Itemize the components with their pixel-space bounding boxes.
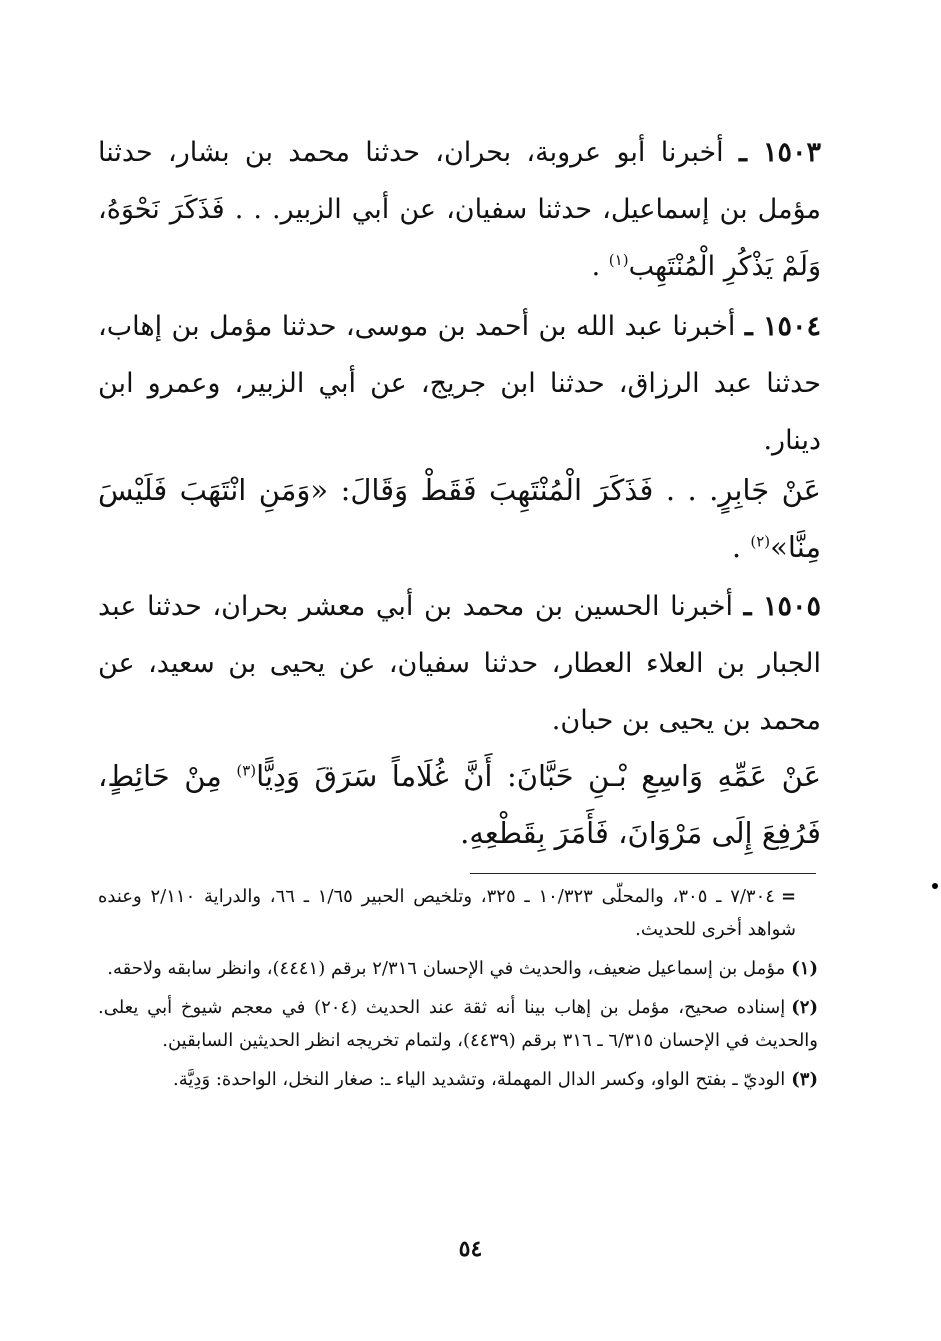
- footnote-2: [98, 991, 818, 1057]
- footnote-marker: (١): [791, 958, 818, 979]
- paragraph: [98, 462, 821, 576]
- paragraph: [98, 124, 821, 295]
- hadith-number: ١٥٠٥ ـ: [743, 591, 821, 622]
- hadith-text: عَنْ عَمِّهِ وَاسِعِ بْـنِ حَبَّانَ: أَنَّ غُلَاماً سَرَقَ وَدِيًّا: [256, 759, 821, 793]
- hadith-1503: [98, 124, 821, 295]
- footnotes: [98, 880, 818, 1102]
- footnote-marker: (٢): [791, 997, 818, 1018]
- footnote-3: [98, 1063, 818, 1096]
- hadith-text: مِنْ حَائِطٍ، فَرُفِعَ إِلَى مَرْوَانَ، فَأَمَرَ بِقَطْعِهِ.: [98, 759, 821, 850]
- paragraph: [98, 748, 821, 862]
- hadith-text: أخبرنا الحسين بن محمد بن أبي معشر بحران، حدثنا عبد الجبار بن العلاء العطار، حدثنا سفيان، عن يحيى بن سعيد، عن محمد بن يحيى بن حبان.: [98, 591, 821, 736]
- scan-speck: [932, 883, 938, 889]
- hadith-text: عَنْ جَابِرٍ. . . فَذَكَرَ الْمُنْتَهِبَ فَقَطْ وَقَالَ: «وَمَنِ انْتَهَبَ فَلَيْسَ مِنَّا»: [98, 473, 821, 564]
- footnote-text: الوديّ ـ بفتح الواو، وكسر الدال المهملة، وتشديد الياء ـ: صغار النخل، الواحدة: وَدِيَّة.: [173, 1069, 786, 1090]
- paragraph: [98, 298, 821, 469]
- footnote-ref[interactable]: (٢): [750, 532, 771, 551]
- hadith-1504: [98, 298, 821, 469]
- footnote-ref[interactable]: (١): [608, 251, 629, 269]
- sentence-end: .: [731, 530, 742, 564]
- hadith-text: أخبرنا عبد الله بن أحمد بن موسى، حدثنا مؤمل بن إهاب، حدثنا عبد الرزاق، حدثنا ابن جريج، عن أبي الزبير، وعمرو ابن دينار.: [98, 311, 821, 456]
- footnote-text: ٧/٣٠٤ ـ ٣٠٥، والمحلّى ١٠/٣٢٣ ـ ٣٢٥، وتلخيص الحبير ١/٦٥ ـ ٦٦، والدراية ٢/١١٠ وعنده شواهد أخرى للحديث.: [98, 886, 796, 940]
- footnote-marker: =: [780, 886, 797, 907]
- sentence-end: .: [591, 251, 601, 282]
- footnote-ref[interactable]: (٣): [236, 761, 257, 780]
- hadith-1505: [98, 578, 821, 749]
- hadith-text: أخبرنا أبو عروبة، بحران، حدثنا محمد بن بشار، حدثنا مؤمل بن إسماعيل، حدثنا سفيان، عن أبي الزبير. . . فَذَكَرَ نَحْوَهُ، وَلَمْ يَذْكُرِ الْمُنْتَهِب: [98, 137, 821, 282]
- page-number: ٥٤: [458, 1236, 483, 1262]
- footnote-1: [98, 952, 818, 985]
- paragraph: [98, 578, 821, 749]
- hadith-number: ١٥٠٤ ـ: [744, 311, 821, 342]
- hadith-1504-matn: [98, 462, 821, 576]
- hadith-1505-matn: [98, 748, 821, 862]
- footnote-text: مؤمل بن إسماعيل ضعيف، والحديث في الإحسان ٢/٣١٦ برقم (٤٤٤١)، وانظر سابقه ولاحقه.: [107, 958, 786, 979]
- footnote-separator: [470, 873, 816, 874]
- hadith-number: ١٥٠٣ ـ: [738, 137, 822, 168]
- footnote-marker: (٣): [791, 1069, 818, 1090]
- footnote-continued: [98, 880, 818, 946]
- footnote-text: إسناده صحيح، مؤمل بن إهاب بينا أنه ثقة عند الحديث (٢٠٤) في معجم شيوخ أبي يعلى. والحديث في الإحسان ٦/٣١٥ ـ ٣١٦ برقم (٤٤٣٩)، ولتمام تخريجه انظر الحديثين السابقين.: [98, 997, 818, 1051]
